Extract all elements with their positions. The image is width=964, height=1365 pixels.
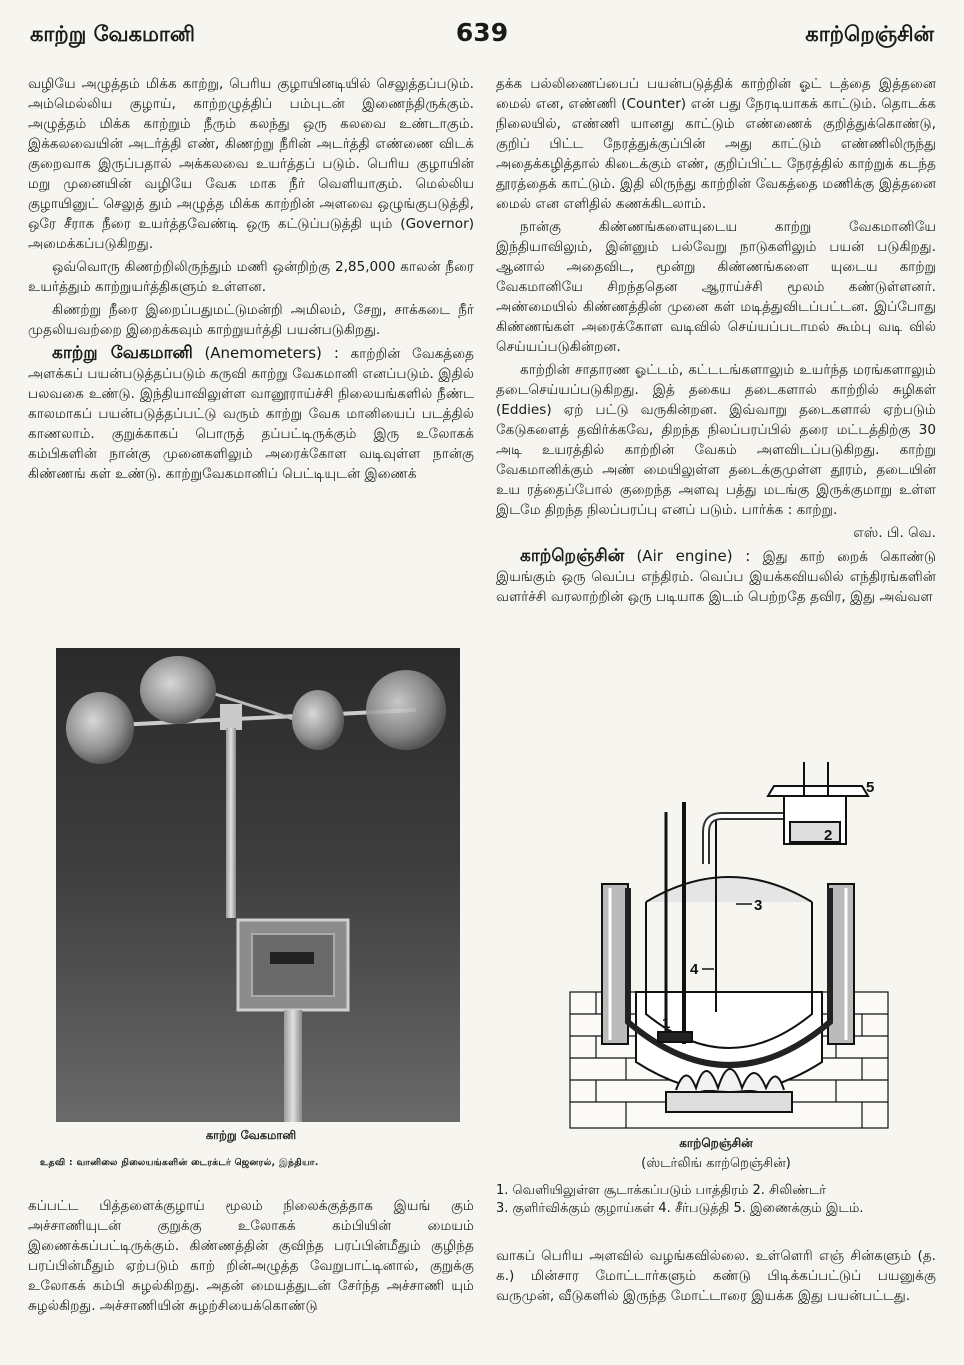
paragraph: வழியே அழுத்தம் மிக்க காற்று, பெரிய குழாயினடியில் செலுத்தப்படும். அம்மெல்லிய குழாய், காற்றழுத்திப் பம்புடன் இணைந்திருக்கும். அழுத்தம் மிக்க காற்றும் நீரும் கலந்து ஒரு கலவை உண்டாகும். இக்கலவையின் அடர்த்தி எண், கிணற்று நீரின் அடர்த்தி எண்ணை விடக் குறைவாக இருப்பதால் அக்கலவை உயர்த்தப் படும். பெரிய குழாயின் மறு முனையின் வழியே வேக மாக நீர் வெளியாகும். மெல்லிய குழாயினுட் செலுத் தும் அழுத்த மிக்க காற்றின் அளவை ஒழுங்குபடுத்தி, ஒரே சீராக நீரை உயர்த்தவேண்டி ஒரு கட்டுப்படுத்தி யும் (Governor) அமைக்கப்படுகிறது.: [28, 76, 474, 252]
running-head-left: காற்று வேகமானி: [30, 22, 195, 46]
legend-line: 1. வெளியிலுள்ள சூடாக்கப்படும் பாத்திரம் 2. சிலிண்டர்: [496, 1183, 827, 1198]
entry-text: காற்றின் வேகத்தை அளக்கப் பயன்படுத்தப்படும் கருவி காற்று வேகமானி எனப்படும். இதில் பலவகை உண்டு. இந்தியாவிலுள்ள வானூராய்ச்சி நிலையங்களில் நீண்ட காலமாகப் பயன்படுத்தப்பட்டு வரும் காற்று வேக மானியைப் படத்தில் காணலாம். குறுக்காகப் பொருத் தப்பட்டிருக்கும் இரு உலோகக் கம்பிகளின் நான்கு முனைகளிலும் அரைக்கோள வடிவுள்ள நான்கு கிண்ணங் கள் உண்டு. காற்றுவேகமானிப் பெட்டியுடன் இணைக்: [28, 346, 474, 482]
anemometer-illustration: [56, 648, 460, 1122]
legend-line: 3. குளிர்விக்கும் குழாய்கள் 4. சீர்படுத்தி 5. இணைக்கும் இடம்.: [496, 1201, 864, 1216]
diagram-caption: காற்றெஞ்சின்: [679, 1136, 753, 1150]
entry-term: காற்றெஞ்சின்: [520, 546, 625, 566]
diagram-label-2: 2: [824, 827, 833, 844]
diagram-label-4: 4: [690, 961, 699, 978]
paragraph: கப்பட்ட பித்தளைக்குழாய் மூலம் நிலைக்குத்தாக இயங் கும் அச்சாணியுடன் குறுக்கு உலோகக் கம்பியின் மையம் இணைக்கப்பட்டிருக்கும். கிண்ணத்தின் குவிந்த பரப்பின்மீதும் குழிந்த பரப்பின்மீதும் ஏற்படும் காற் றின்அழுத்த வேறுபாட்டினால், குறுக்கு உலோகக் கம்பி சுழல்கிறது. அதன் மையத்துடன் சேர்ந்த அச்சாணி யும் சுழல்கிறது. அச்சாணியின் சுழற்சியைக்கொண்டு: [28, 1198, 474, 1314]
entry-term-english: (Anemometers) :: [204, 344, 339, 362]
entry-anemometer: [28, 343, 474, 484]
paragraph: வாகப் பெரிய அளவில் வழங்கவில்லை. உள்ளெரி எஞ் சின்களும் (த. க.) மின்சார மோட்டார்களும் கண்டு பிடிக்கப்பட்டுப் பயனுக்கு வருமுன், வீடுகளில் இருந்த மோட்டாரை இயக்க இது பயன்பட்டது.: [496, 1248, 936, 1304]
paragraph: காற்றின் சாதாரண ஓட்டம், கட்டடங்களாலும் உயர்ந்த மரங்களாலும் தடைசெய்யப்படுகிறது. இத் தகைய தடைகளால் காற்றில் சுழிகள் (Eddies) ஏற் பட்டு வருகின்றன. இவ்வாறு தடைகளால் ஏற்படும் கேடுகளைத் தவிர்க்கவே, திறந்த நிலப்பரப்பில் தரை மட்டத்திற்கு 30 அடி உயரத்தில் காற்றின் வேகம் அளவிடப்படுகிறது. காற்று வேகமானிக்கும் அண் மையிலுள்ள தடைக்குமுள்ள தூரம், தடையின் உய ரத்தைப்போல் குறைந்த அளவு பத்து மடங்கு இருக்குமாறு உள்ள இடமே திறந்த நிலப்பரப்பு எனப் படும். பார்க்க : காற்று.: [496, 362, 936, 518]
page-number: 639: [455, 18, 509, 47]
entry-term: காற்று வேகமானி: [52, 343, 193, 363]
paragraph: ஒவ்வொரு கிணற்றிலிருந்தும் மணி ஒன்றிற்கு 2,85,000 காலன் நீரை உயர்த்தும் காற்றுயர்த்திகளும் உள்ளன.: [28, 259, 474, 295]
right-column-top: [496, 74, 936, 756]
paragraph: நான்கு கிண்ணங்களையுடைய காற்று வேகமானியே இந்தியாவிலும், இன்னும் பல்வேறு நாடுகளிலும் பயன் படுகிறது. ஆனால் அதைவிட, மூன்று கிண்ணங்களை யுடைய காற்று வேகமானியே சிறந்ததென ஆராய்ச்சி மூலம் கண்டுள்ளனர். அண்மையில் கிண்ணத்தின் முனை கள் மடித்துவிடப்பட்டன. இப்போது கிண்ணங்கள் அரைக்கோள வடிவில் செய்யப்படாமல் கூம்பு வடி வில் செய்யப்படுகின்றன.: [496, 219, 936, 355]
paragraph: கிணற்று நீரை இறைப்பதுமட்டுமன்றி அமிலம், சேறு, சாக்கடை நீர் முதலியவற்றை இறைக்கவும் காற்றுயர்த்தி பயன்படுகிறது.: [28, 302, 474, 338]
diagram-legend: [496, 1182, 936, 1218]
engine-schematic: [566, 779, 892, 1132]
author-signature: எஸ். பி. வெ.: [853, 525, 936, 541]
entry-text: இது காற் றைக் கொண்டு இயங்கும் ஒரு வெப்ப எந்திரம். வெப்ப இயக்கவியலில் எந்திரங்களின் வளர்ச்சி வரலாற்றின் ஒரு படியாக இடம் பெற்றதே தவிர, இது அவ்வள: [496, 549, 936, 605]
anemometer-photo: [56, 648, 460, 1122]
photo-caption: காற்று வேகமானி: [205, 1128, 297, 1142]
diagram-label-1: 1: [662, 1015, 671, 1032]
page-header: [30, 18, 934, 56]
diagram-subcaption: (ஸ்டர்லிங் காற்றெஞ்சின்): [641, 1156, 791, 1171]
right-column-bottom: [496, 1246, 936, 1356]
left-column-top: [28, 74, 474, 634]
diagram-label-3: 3: [754, 897, 763, 914]
entry-air-engine: [496, 546, 936, 607]
running-head-right: காற்றெஞ்சின்: [805, 22, 934, 46]
entry-term-english: (Air engine) :: [636, 547, 751, 565]
stirling-engine-diagram: [566, 779, 892, 1132]
paragraph: தக்க பல்லிணைப்பைப் பயன்படுத்திக் காற்றின் ஓட் டத்தை இத்தனை மைல் என, எண்ணி (Counter) என் பது நேரடியாகக் காட்டும். தொடக்க நிலையில், எண்ணி யானது காட்டும் எண்ணைக் குறித்துக்கொண்டு, குறிப் பிட்ட நேரத்துக்குப்பின் அது காட்டும் எண்ணிலிருந்து அதைக்கழித்தால் கிடைக்கும் எண், குறிப்பிட்ட நேரத்தில் காற்றுக் கடந்த தூரத்தைக் காட்டும். இதி லிருந்து காற்றின் வேகத்தை மணிக்கு இத்தனை மைல் என எளிதில் கணக்கிடலாம்.: [496, 76, 936, 212]
photo-credit: உதவி : வானிலை நிலையங்களின் டைரக்டர் ஜெனரல், இந்தியா.: [40, 1158, 319, 1168]
diagram-label-5: 5: [866, 779, 875, 796]
left-column-bottom: [28, 1196, 474, 1356]
